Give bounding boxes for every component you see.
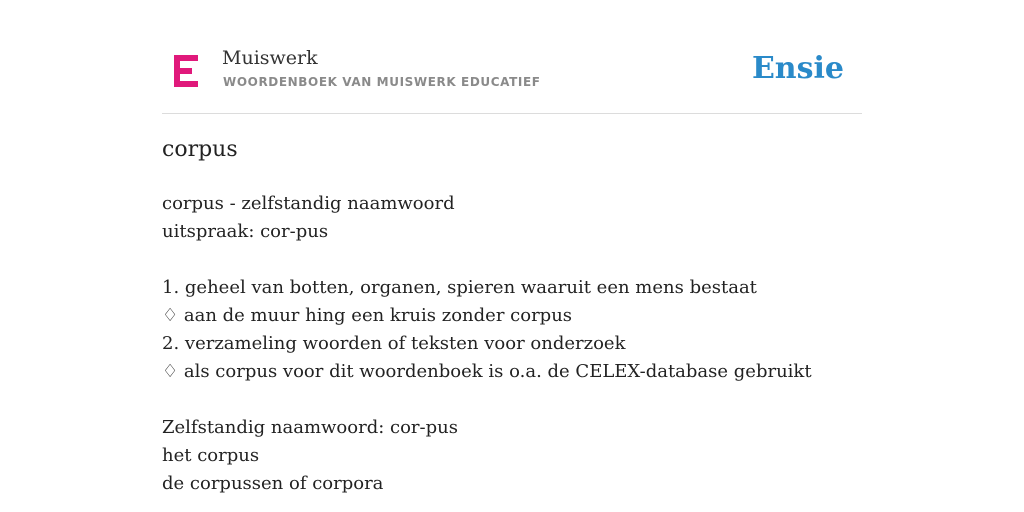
page-title: corpus: [162, 137, 238, 162]
definition-line: corpus - zelfstandig naamwoord: [162, 193, 455, 214]
logo-bar-top: [174, 55, 198, 61]
logo-bar-bottom: [174, 81, 198, 87]
site-header: [162, 38, 862, 114]
spacer: [162, 246, 882, 274]
definition-line: 1. geheel van botten, organen, spieren waaruit een mens bestaat: [162, 277, 757, 298]
muiswerk-logo-icon[interactable]: [172, 54, 200, 88]
definition-body: [162, 190, 882, 498]
brand-subtitle: WOORDENBOEK VAN MUISWERK EDUCATIEF: [223, 75, 541, 89]
example-line: ♢ als corpus voor dit woordenboek is o.a. de CELEX-database gebruikt: [162, 361, 812, 382]
ensie-logo-link[interactable]: Ensie: [751, 51, 844, 86]
brand-title-link[interactable]: Muiswerk: [222, 47, 318, 69]
definition-line: uitspraak: cor-pus: [162, 221, 329, 242]
example-line: ♢ aan de muur hing een kruis zonder corpus: [162, 305, 573, 326]
definition-line: Zelfstandig naamwoord: cor-pus: [162, 417, 458, 438]
definition-line: 2. verzameling woorden of teksten voor onderzoek: [162, 333, 626, 354]
spacer: [162, 386, 882, 414]
definition-line: de corpussen of corpora: [162, 473, 384, 494]
definition-line: het corpus: [162, 445, 260, 466]
logo-bar-middle: [174, 68, 192, 74]
